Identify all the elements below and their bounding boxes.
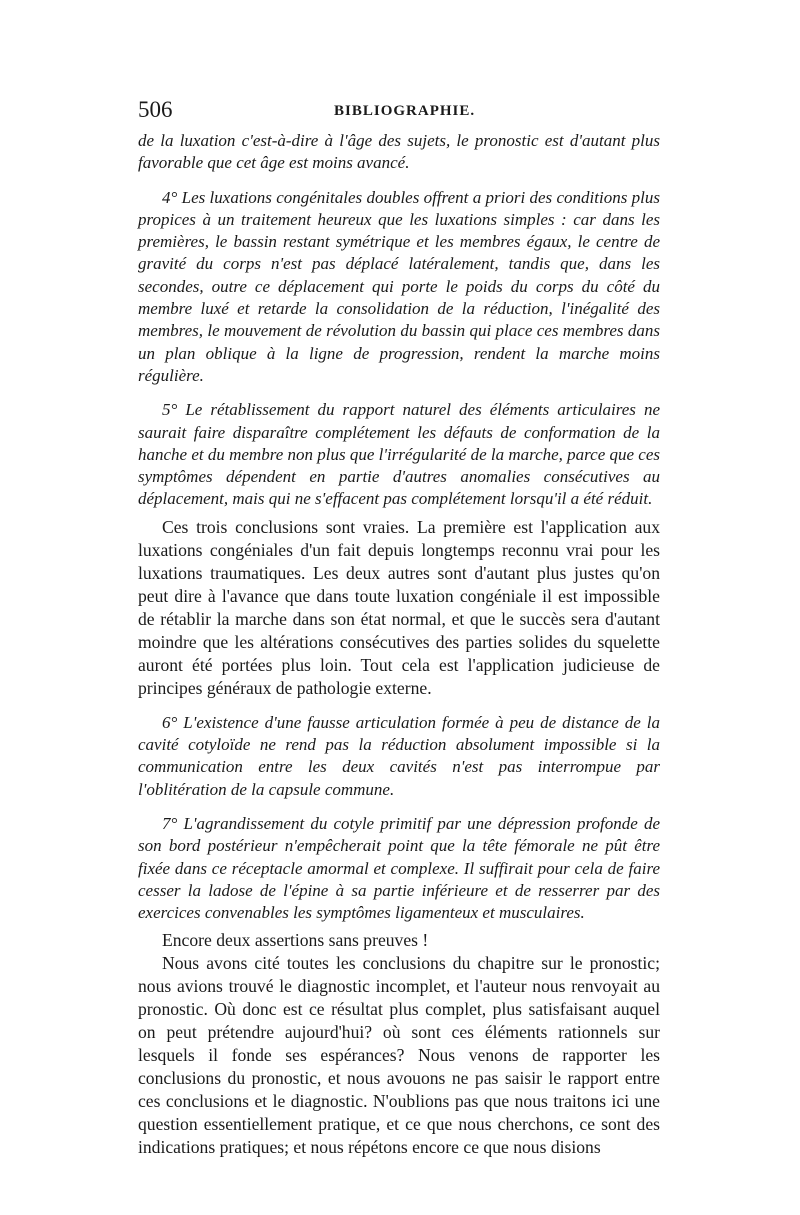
paragraph-assertions: Encore deux assertions sans preuves ! [162, 930, 429, 951]
page-header [138, 96, 660, 130]
paragraph-critique: Nous avons cité toutes les conclusions du chapitre sur le pronostic; nous avions trouvé le diagnostic incomplet, et l'auteur nous renvoyait au pronostic. Où donc est ce résultat plus complet, plus satisfaisant auquel on peut prétendre aujourd'hui? où sont ces éléments rationnels sur lesquels il fonde ses espérances? Nous venons de rapporter les conclusions du pronostic, et nous avouons ne pas saisir le rapport entre ces conclusions et le diagnostic. N'oublions pas que nous traitons ici une question essentiellement pratique, et ce que nous cherchons, ce sont des indications pratiques; et nous répétons encore ce que nous disions [138, 953, 660, 1158]
paragraph-conclusion-6: 6° L'existence d'une fausse articulation formée à peu de distance de la cavité cotyloïde ne rend pas la réduction absolument impossible si la communication entre les deux cavités n'est pas interrompue par l'oblitération de la capsule commune. [138, 712, 660, 799]
book-page [138, 96, 660, 1159]
page-number: 506 [138, 97, 173, 122]
running-head: BIBLIOGRAPHIE. [334, 103, 476, 119]
paragraph-conclusion-7: 7° L'agrandissement du cotyle primitif par une dépression profonde de son bord postérieur n'empêcherait point que la tête fémorale ne pût être fixée dans ce réceptacle amormal et complexe. Il suffirait pour cela de faire cesser la ladose de l'épine à sa partie inférieure et de resserrer par des exercices convenables les symptômes ligamenteux et musculaires. [138, 813, 660, 923]
paragraph-conclusion-5: 5° Le rétablissement du rapport naturel des éléments articulaires ne saurait faire disparaître complétement les défauts de conformation de la hanche et du membre non plus que l'irrégularité de la marche, parce que ces symptômes dépendent en partie d'autres anomalies consécutives au déplacement, mais qui ne s'effacent pas complétement lorsqu'il a été réduit. [138, 400, 661, 509]
paragraph-commentary: Ces trois conclusions sont vraies. La première est l'application aux luxations congéniales d'un fait depuis longtemps reconnu vrai pour les luxations traumatiques. Les deux autres sont d'autant plus justes qu'on peut dire à l'avance que dans toute luxation congéniale il est impossible de rétablir la marche dans son état normal, et que le succès sera d'autant moindre que les altérations consécutives des parties solides du squelette auront été portées plus loin. Tout cela est l'application judicieuse de principes généraux de pathologie externe. [138, 516, 660, 698]
paragraph-continuation: de la luxation c'est-à-dire à l'âge des sujets, le pronostic est d'autant plus favorable que cet âge est moins avancé. [138, 131, 660, 173]
paragraph-conclusion-4: 4° Les luxations congénitales doubles offrent a priori des conditions plus propices à un traitement heureux que les luxations simples : car dans les premières, le bassin restant symétrique et les membres égaux, le centre de gravité du corps n'est pas déplacé latéralement, tandis que, dans les secondes, outre ce déplacement qui porte le poids du corps du côté du membre luxé et retarde la consolidation de la réduction, l'inégalité des membres, le mouvement de révolution du bassin qui place ces membres dans un plan oblique à la ligne de progression, rendent la marche moins régulière. [138, 187, 660, 385]
